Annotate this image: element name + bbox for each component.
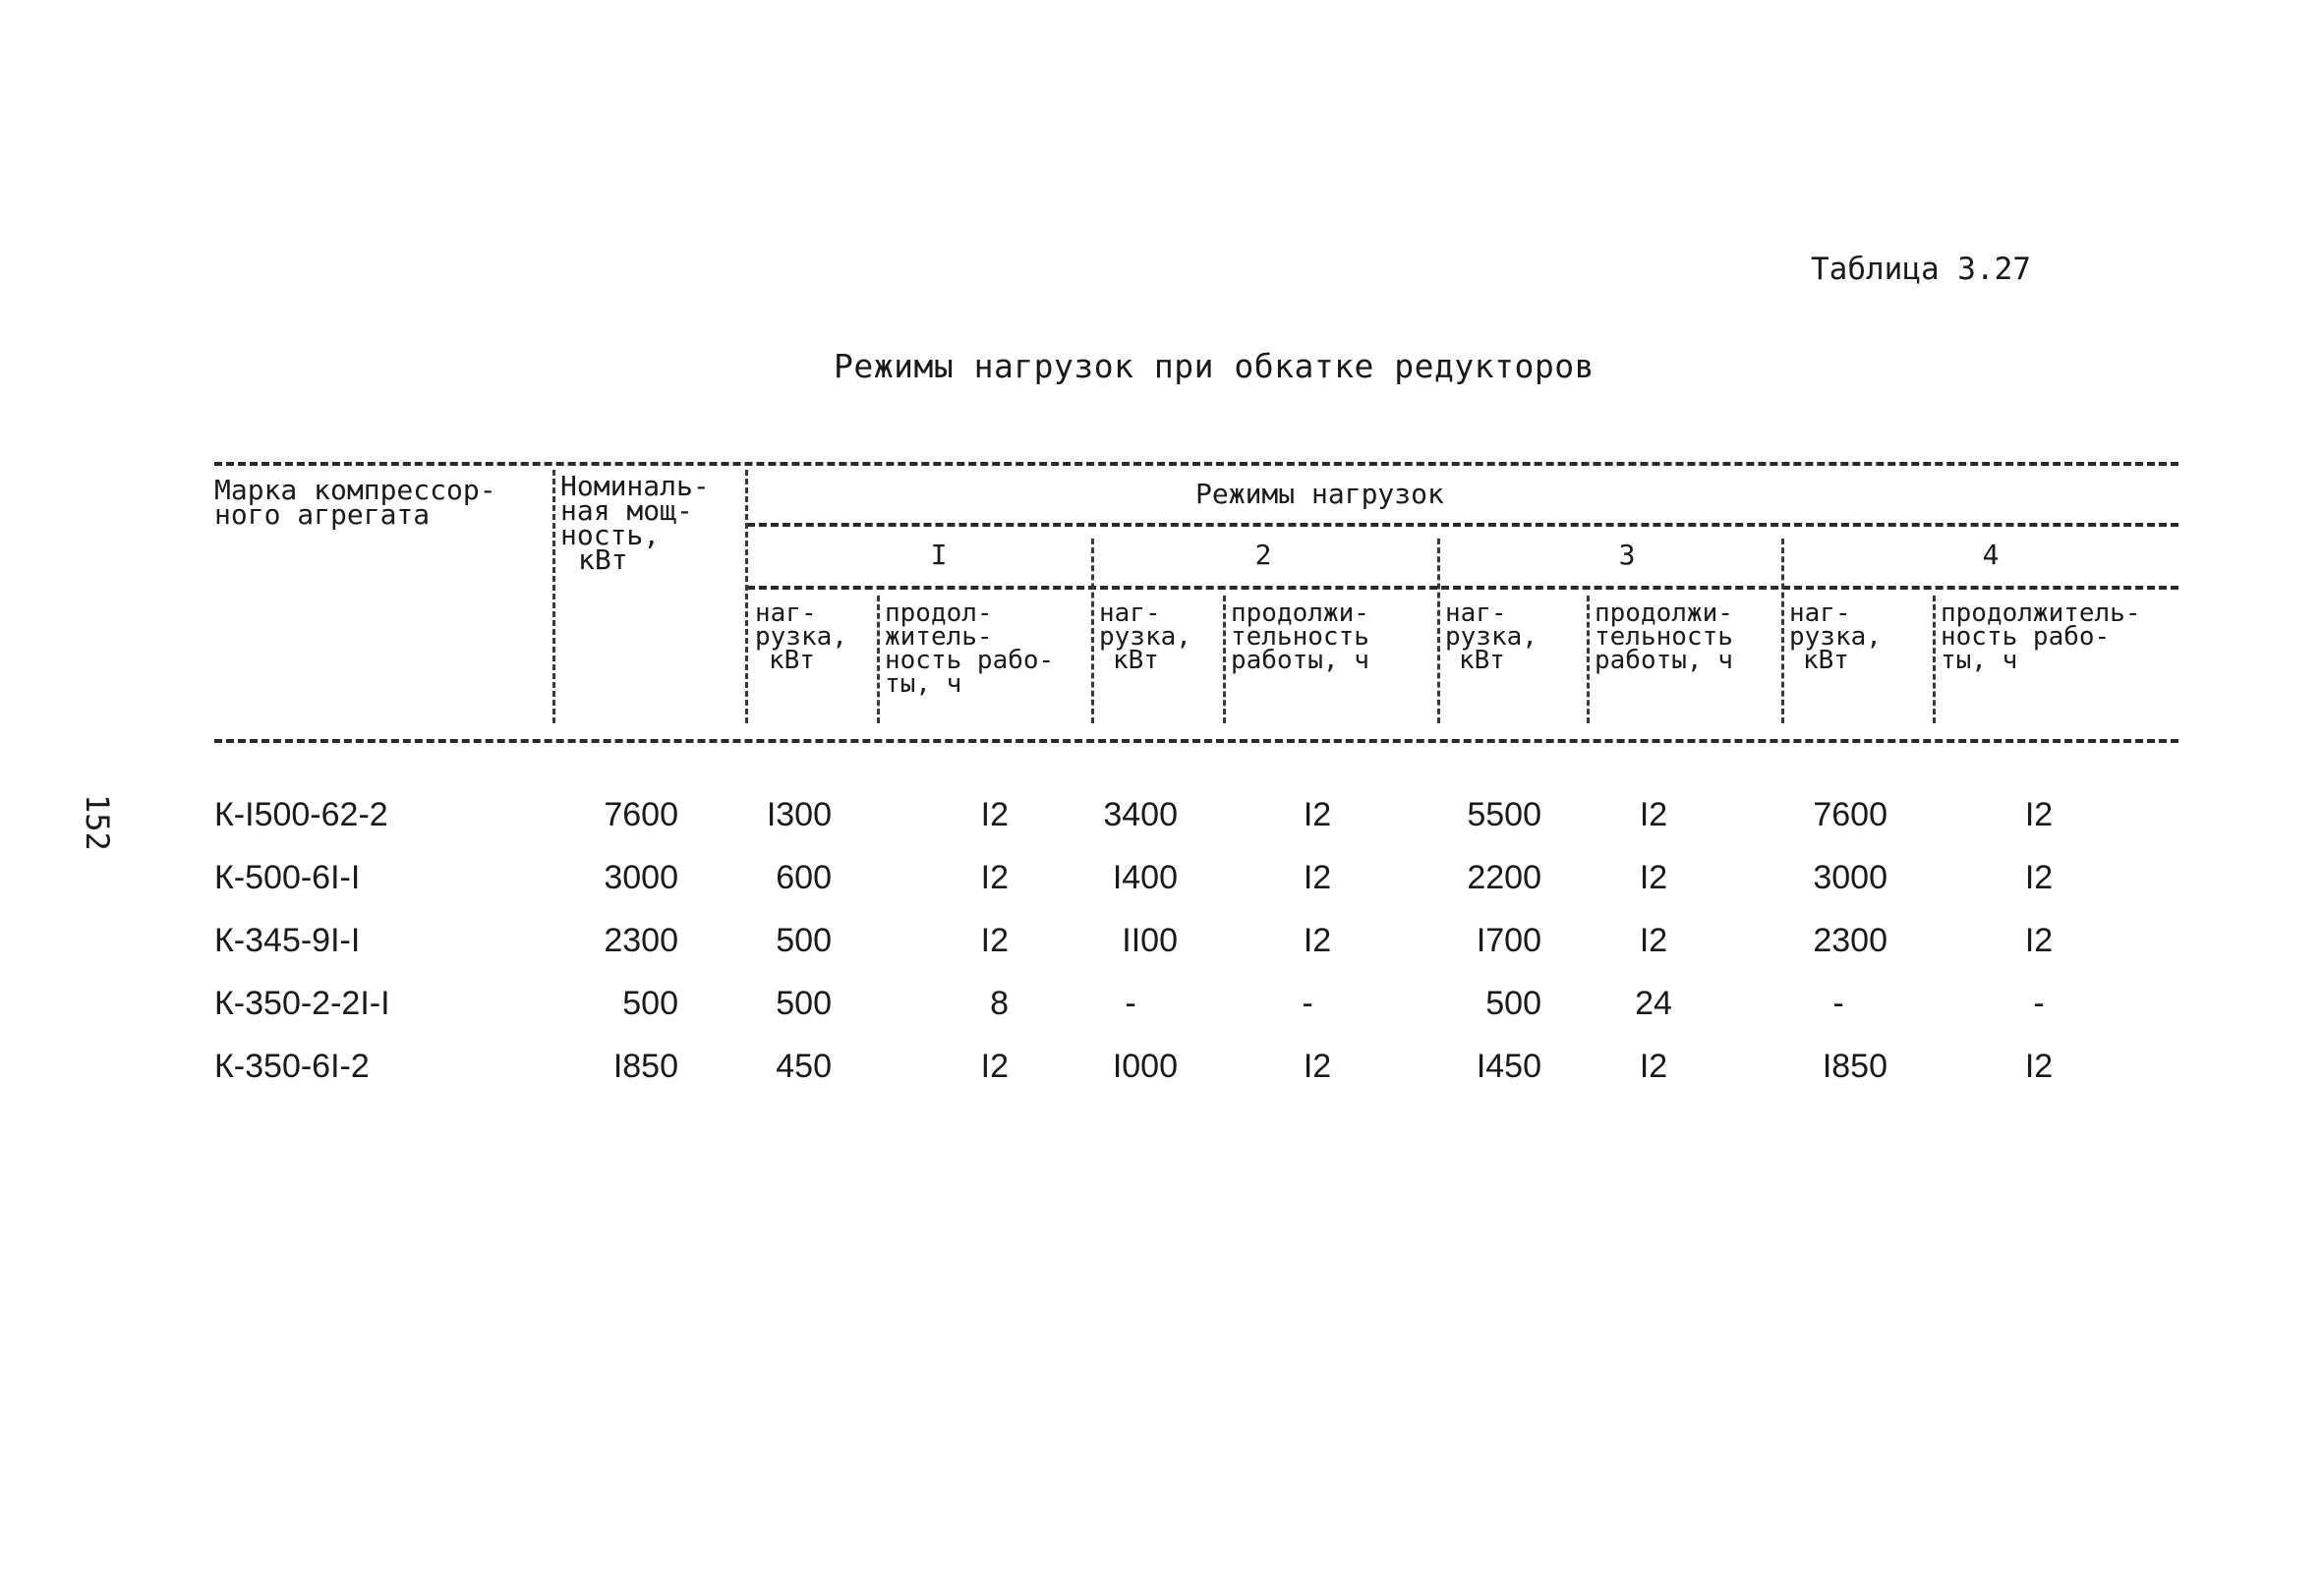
header-duration-line: продол-	[885, 598, 993, 628]
cell-model: К-350-6I-2	[214, 1048, 370, 1085]
header-duration-line: работы, ч	[1231, 646, 1369, 675]
header-duration-2	[1231, 598, 1369, 675]
cell-duration-4: I2	[2024, 922, 2054, 959]
header-duration-line: ность рабо-	[885, 646, 1055, 675]
table-row	[0, 922, 2322, 965]
cell-duration-1: I2	[980, 796, 1009, 833]
header-load-line: рузка,	[1789, 622, 1882, 652]
header-duration-line: тельность	[1595, 622, 1733, 652]
cell-load-1: I300	[766, 796, 832, 833]
cell-model: К-I500-62-2	[214, 796, 388, 833]
mode-numbers-rule	[747, 586, 2178, 590]
column-divider	[1437, 539, 1440, 723]
cell-power: 500	[622, 985, 678, 1022]
cell-load-3: 5500	[1467, 796, 1541, 833]
cell-load-2: II00	[1122, 922, 1178, 959]
cell-load-1: 450	[776, 1048, 832, 1085]
header-load-line: кВт	[1803, 646, 1849, 675]
cell-duration-3: I2	[1639, 1048, 1668, 1085]
header-load-line: кВт	[769, 646, 815, 675]
column-divider	[1933, 596, 1936, 723]
column-divider	[1587, 596, 1590, 723]
cell-load-2: 3400	[1103, 796, 1178, 833]
cell-load-3: 2200	[1467, 859, 1541, 896]
cell-load-2: I000	[1112, 1048, 1178, 1085]
header-load-3	[1445, 598, 1538, 675]
cell-duration-1: I2	[980, 1048, 1009, 1085]
header-duration-line: продолжи-	[1231, 598, 1369, 628]
mode-number-3: 3	[1618, 539, 1636, 571]
cell-load-1: 500	[776, 922, 832, 959]
cell-duration-3: 24	[1635, 985, 1672, 1022]
modes-title-rule	[747, 523, 2178, 527]
column-divider	[1223, 596, 1226, 723]
column-divider	[745, 470, 748, 723]
header-duration-line: житель-	[885, 622, 993, 652]
cell-duration-3: I2	[1639, 922, 1668, 959]
cell-duration-2: -	[1302, 985, 1313, 1022]
cell-load-4: 7600	[1813, 796, 1887, 833]
header-duration-3	[1595, 598, 1733, 675]
header-load-line: наг-	[755, 598, 817, 628]
header-load-line: рузка,	[755, 622, 847, 652]
column-divider	[1091, 539, 1094, 723]
header-duration-line: ты, ч	[1941, 646, 2018, 675]
header-load-4	[1789, 598, 1882, 675]
cell-load-4: I850	[1822, 1048, 1887, 1085]
header-load-line: рузка,	[1445, 622, 1538, 652]
header-load-1	[755, 598, 847, 675]
header-duration-line: тельность	[1231, 622, 1369, 652]
header-load-2	[1099, 598, 1191, 675]
header-power	[560, 470, 710, 576]
cell-power: I850	[612, 1048, 678, 1085]
table-number-label: Таблица 3.27	[1811, 252, 2031, 287]
cell-model: К-350-2-2I-I	[214, 985, 390, 1022]
cell-duration-2: I2	[1303, 922, 1332, 959]
header-power-line: ная мощ-	[560, 494, 693, 527]
column-divider	[877, 596, 880, 723]
cell-load-2: I400	[1112, 859, 1178, 896]
cell-duration-3: I2	[1639, 859, 1668, 896]
header-power-line: кВт	[578, 543, 628, 576]
cell-duration-4: -	[2033, 985, 2045, 1022]
cell-duration-1: I2	[980, 922, 1009, 959]
header-duration-line: ты, ч	[885, 669, 962, 699]
cell-duration-3: I2	[1639, 796, 1668, 833]
mode-number-4: 4	[1982, 539, 2000, 571]
header-power-line: ность,	[560, 519, 661, 551]
cell-load-4: 3000	[1813, 859, 1887, 896]
cell-duration-2: I2	[1303, 859, 1332, 896]
cell-load-4: 2300	[1813, 922, 1887, 959]
cell-load-1: 600	[776, 859, 832, 896]
cell-duration-4: I2	[2024, 859, 2054, 896]
table-row	[0, 859, 2322, 902]
table-row	[0, 796, 2322, 839]
cell-load-3: 500	[1485, 985, 1541, 1022]
header-model-line: ного агрегата	[214, 498, 431, 531]
header-load-line: наг-	[1789, 598, 1851, 628]
header-modes-title: Режимы нагрузок	[1195, 478, 1444, 510]
cell-duration-2: I2	[1303, 796, 1332, 833]
header-load-line: рузка,	[1099, 622, 1191, 652]
cell-model: К-345-9I-I	[214, 922, 361, 959]
header-bottom-rule	[214, 739, 2178, 743]
cell-duration-1: I2	[980, 859, 1009, 896]
mode-number-1: I	[930, 539, 948, 571]
cell-duration-4: I2	[2024, 1048, 2054, 1085]
header-load-line: кВт	[1113, 646, 1159, 675]
cell-load-1: 500	[776, 985, 832, 1022]
header-load-line: наг-	[1445, 598, 1507, 628]
column-divider	[552, 470, 555, 723]
column-divider	[1781, 539, 1784, 723]
page-number: 152	[79, 794, 116, 851]
table-row	[0, 985, 2322, 1028]
header-power-line: Номиналь-	[560, 470, 710, 502]
header-duration-4	[1941, 598, 2141, 675]
cell-power: 7600	[604, 796, 678, 833]
mode-number-2: 2	[1254, 539, 1272, 571]
header-model-line: Марка компрессор-	[214, 474, 496, 506]
cell-load-4: -	[1832, 985, 1844, 1022]
table-row	[0, 1048, 2322, 1091]
header-duration-line: ность рабо-	[1941, 622, 2111, 652]
cell-duration-2: I2	[1303, 1048, 1332, 1085]
header-duration-line: продолжи-	[1595, 598, 1733, 628]
table-title: Режимы нагрузок при обкатке редукторов	[834, 347, 1595, 385]
cell-model: К-500-6I-I	[214, 859, 361, 896]
header-duration-line: работы, ч	[1595, 646, 1733, 675]
cell-power: 3000	[604, 859, 678, 896]
cell-load-3: I450	[1476, 1048, 1541, 1085]
cell-load-2: -	[1125, 985, 1136, 1022]
header-duration-1	[885, 598, 1055, 699]
table-top-rule	[214, 462, 2178, 466]
cell-load-3: I700	[1476, 922, 1541, 959]
cell-power: 2300	[604, 922, 678, 959]
header-load-line: наг-	[1099, 598, 1161, 628]
cell-duration-4: I2	[2024, 796, 2054, 833]
header-load-line: кВт	[1459, 646, 1505, 675]
header-model	[214, 474, 496, 531]
header-duration-line: продолжитель-	[1941, 598, 2141, 628]
cell-duration-1: 8	[990, 985, 1009, 1022]
